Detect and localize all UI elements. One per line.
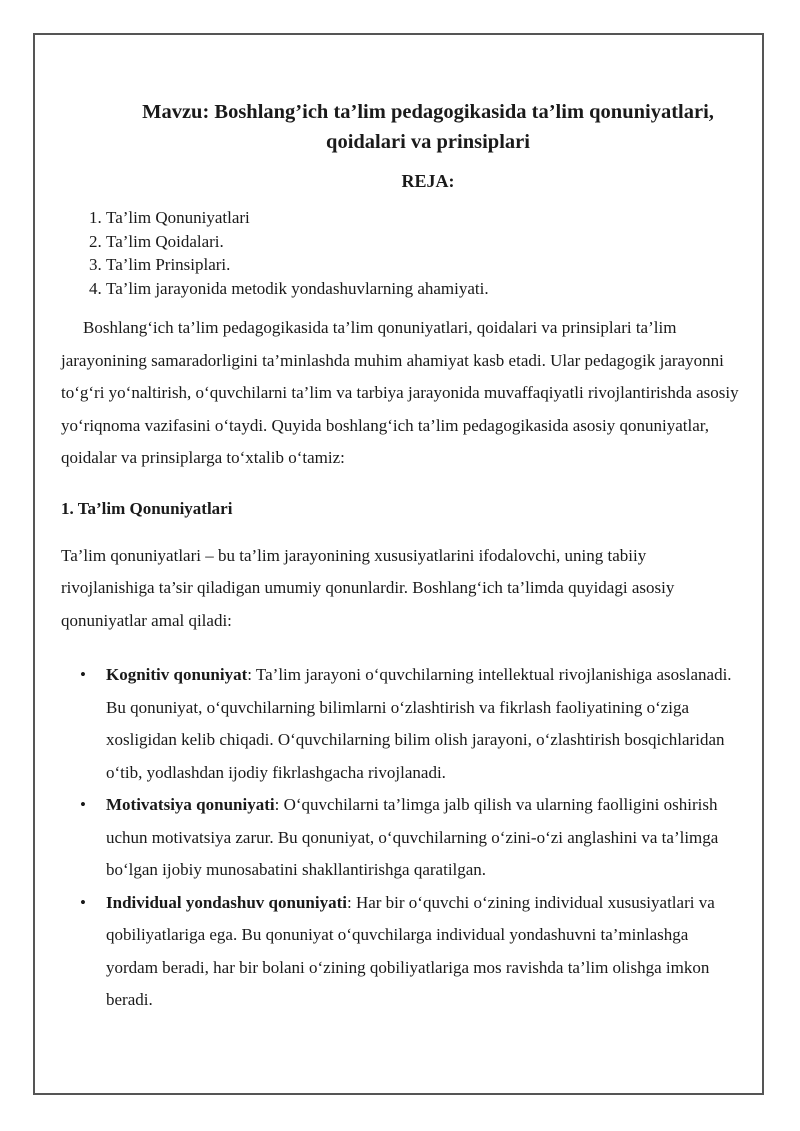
bullet-icon: • <box>80 665 86 684</box>
law-description: : Har bir o‘quvchi o‘zining individual xususiyatlari va qobiliyatlariga ega. Bu qonuniyat o‘quvchilarga individual yondashuvni ta’minlashga yordam beradi, har bir bolani o‘zining qobiliyatlariga mos ravishda ta’lim olishga imkon beradi. <box>106 892 715 1009</box>
plan-item: 4. Ta’lim jarayonida metodik yondashuvlarning ahamiyati. <box>106 277 741 301</box>
plan-heading: REJA: <box>401 171 455 191</box>
law-description: : Ta’lim jarayoni o‘quvchilarning intellektual rivojlanishiga asoslanadi. Bu qonuniyat, o‘quvchilarning bilimlarni o‘zlashtirish va fikrlash faoliyatining o‘ziga xosligidan kelib chiqadi. O‘quvchilarning bilim olish jarayoni, o‘zlashtirish bosqichlaridan o‘tib, yodlashdan ijodiy fikrlashgacha rivojlanadi. <box>106 665 732 782</box>
law-term: Individual yondashuv qonuniyati <box>106 892 347 912</box>
plan-list <box>61 206 741 300</box>
plan-item: 2. Ta’lim Qoidalari. <box>106 230 741 254</box>
list-item <box>80 659 741 789</box>
bullet-icon: • <box>80 892 86 912</box>
section-heading: 1. Ta’lim Qonuniyatlari <box>61 498 233 518</box>
plan-item: 1. Ta’lim Qonuniyatlari <box>106 206 741 230</box>
section-paragraph: Ta’lim qonuniyatlari – bu ta’lim jarayonining xususiyatlarini ifodalovchi, uning tabiiy rivojlanishiga ta’sir qiladigan umumiy qonunlardir. Boshlang‘ich ta’limda quyidagi asosiy qonuniyatlar amal qiladi: <box>61 545 675 630</box>
list-item <box>80 887 741 1017</box>
document-title: Mavzu: Boshlang’ich ta’lim pedagogikasida ta’lim qonuniyatlari, qoidalari va prinsiplari <box>142 101 714 153</box>
plan-item: 3. Ta’lim Prinsiplari. <box>106 253 741 277</box>
bullet-icon: • <box>80 795 86 814</box>
intro-paragraph: Boshlang‘ich ta’lim pedagogikasida ta’lim qonuniyatlari, qoidalari va prinsiplari ta’lim jarayonining samaradorligini ta’minlashda muhim ahamiyat kasb etadi. Ular pedagogik jarayonni to‘g‘ri yo‘naltirish, o‘quvchilarni ta’lim va tarbiya jarayonida muvaffaqiyatli rivojlantirishda asosiy yo‘riqnoma vazifasini o‘taydi. Quyida boshlang‘ich ta’lim pedagogikasida asosiy qonuniyatlar, qoidalar va prinsiplarga to‘xtalib o‘tamiz: <box>61 318 739 467</box>
law-term: Kognitiv qonuniyat <box>106 665 248 684</box>
law-term: Motivatsiya qonuniyati <box>106 795 275 814</box>
laws-list <box>61 659 741 1017</box>
list-item <box>80 789 741 887</box>
law-description: : O‘quvchilarni ta’limga jalb qilish va ularning faolligini oshirish uchun motivatsiya zarur. Bu qonuniyat, o‘quvchilarning o‘zini-o‘zi anglashini va ta’limga bo‘lgan ijobiy munosabatini shakllantirishga qaratilgan. <box>106 795 719 879</box>
document-body <box>61 97 741 1017</box>
